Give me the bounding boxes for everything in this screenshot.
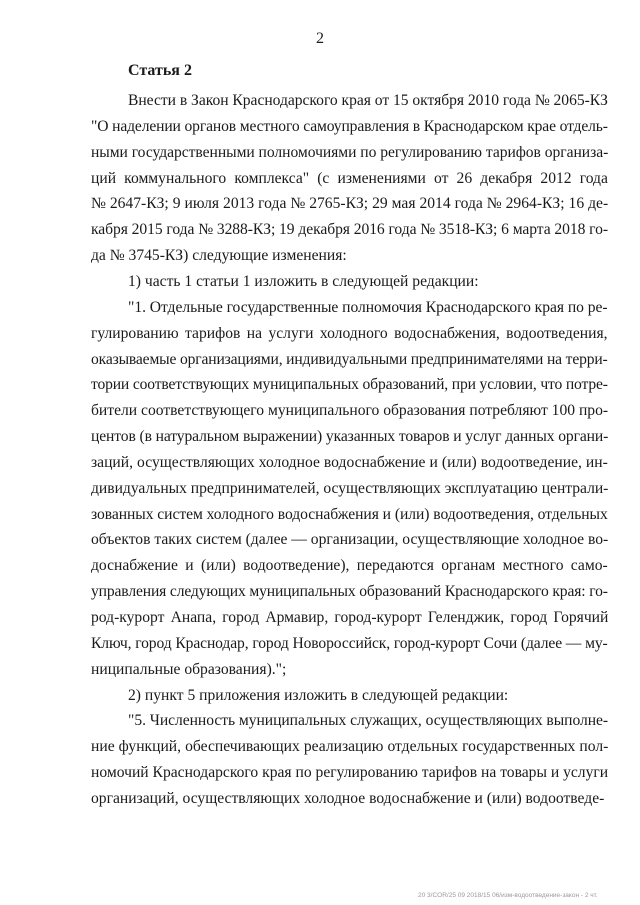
- body-line: да № 3745-КЗ) следующие изменения:: [91, 247, 347, 265]
- body-line: дивидуальных предпринимателей, осуществляющих эксплуатацию централи-: [91, 479, 609, 497]
- body-line: заций, осуществляющих холодное водоснабжение и (или) водоотведение, ин-: [91, 453, 608, 471]
- body-line: род-курорт Анапа, город Армавир, город-курорт Геленджик, город Горячий: [91, 609, 609, 626]
- body-line: тории соответствующих муниципальных образований, при условии, что потре-: [91, 376, 608, 394]
- body-line: центов (в натуральном выражении) указанных товаров и услуг данных органи-: [91, 428, 609, 446]
- body-line: 2) пункт 5 приложения изложить в следующей редакции:: [128, 686, 509, 704]
- body-line: ными государственными полномочиями по регулированию тарифов организа-: [91, 143, 609, 161]
- body-line: организаций, осуществляющих холодное водоснабжение и (или) водоотведе-: [91, 789, 605, 807]
- body-line: номочий Краснодарского края по регулированию тарифов на товары и услуги: [91, 764, 609, 782]
- body-line: доснабжение и (или) водоотведение), передаются органам местного само-: [91, 557, 608, 575]
- body-line: "О наделении органов местного самоуправления в Краснодарском крае отдель-: [91, 117, 608, 135]
- body-line: объектов таких систем (далее — организации, осуществляющие холодное во-: [91, 531, 609, 549]
- body-line: оказываемые организациями, индивидуальными предпринимателями на терри-: [91, 350, 608, 368]
- body-line: зованных систем холодного водоснабжения и (или) водоотведения, отдельных: [91, 505, 608, 523]
- body-line: 1) часть 1 статьи 1 изложить в следующей редакции:: [128, 272, 479, 290]
- body-line: управления следующих муниципальных образований Краснодарского края: го-: [91, 583, 608, 601]
- body-line: № 2647-КЗ; 9 июля 2013 года № 2765-КЗ; 29 мая 2014 года № 2964-КЗ; 16 де-: [91, 195, 609, 213]
- body-line: Внести в Закон Краснодарского края от 15 октября 2010 года № 2065-КЗ: [128, 92, 608, 109]
- page-number: 2: [316, 30, 324, 47]
- body-line: кабря 2015 года № 3288-КЗ; 19 декабря 2016 года № 3518-КЗ; 6 марта 2018 го-: [91, 221, 608, 239]
- body-line: "1. Отдельные государственные полномочия Краснодарского края по ре-: [128, 298, 608, 316]
- footer-stamp: 20 3/COR/25 09 2018/15 06/изм-водоотведение-закон - 2 чт.: [418, 892, 598, 899]
- body-line: гулированию тарифов на услуги холодного водоснабжения, водоотведения,: [91, 324, 608, 342]
- body-line: ниципальные образования).";: [91, 660, 287, 678]
- body-line: ций коммунального комплекса" (с изменениями от 26 декабря 2012 года: [91, 169, 608, 187]
- body-line: бители соответствующего муниципального образования потребляют 100 про-: [91, 402, 609, 420]
- body-line: Ключ, город Краснодар, город Новороссийск, город-курорт Сочи (далее — му-: [91, 634, 608, 652]
- body-line: "5. Численность муниципальных служащих, осуществляющих выполне-: [128, 712, 609, 730]
- body-line: ние функций, обеспечивающих реализацию отдельных государственных пол-: [91, 738, 609, 756]
- article-heading: Статья 2: [128, 62, 192, 79]
